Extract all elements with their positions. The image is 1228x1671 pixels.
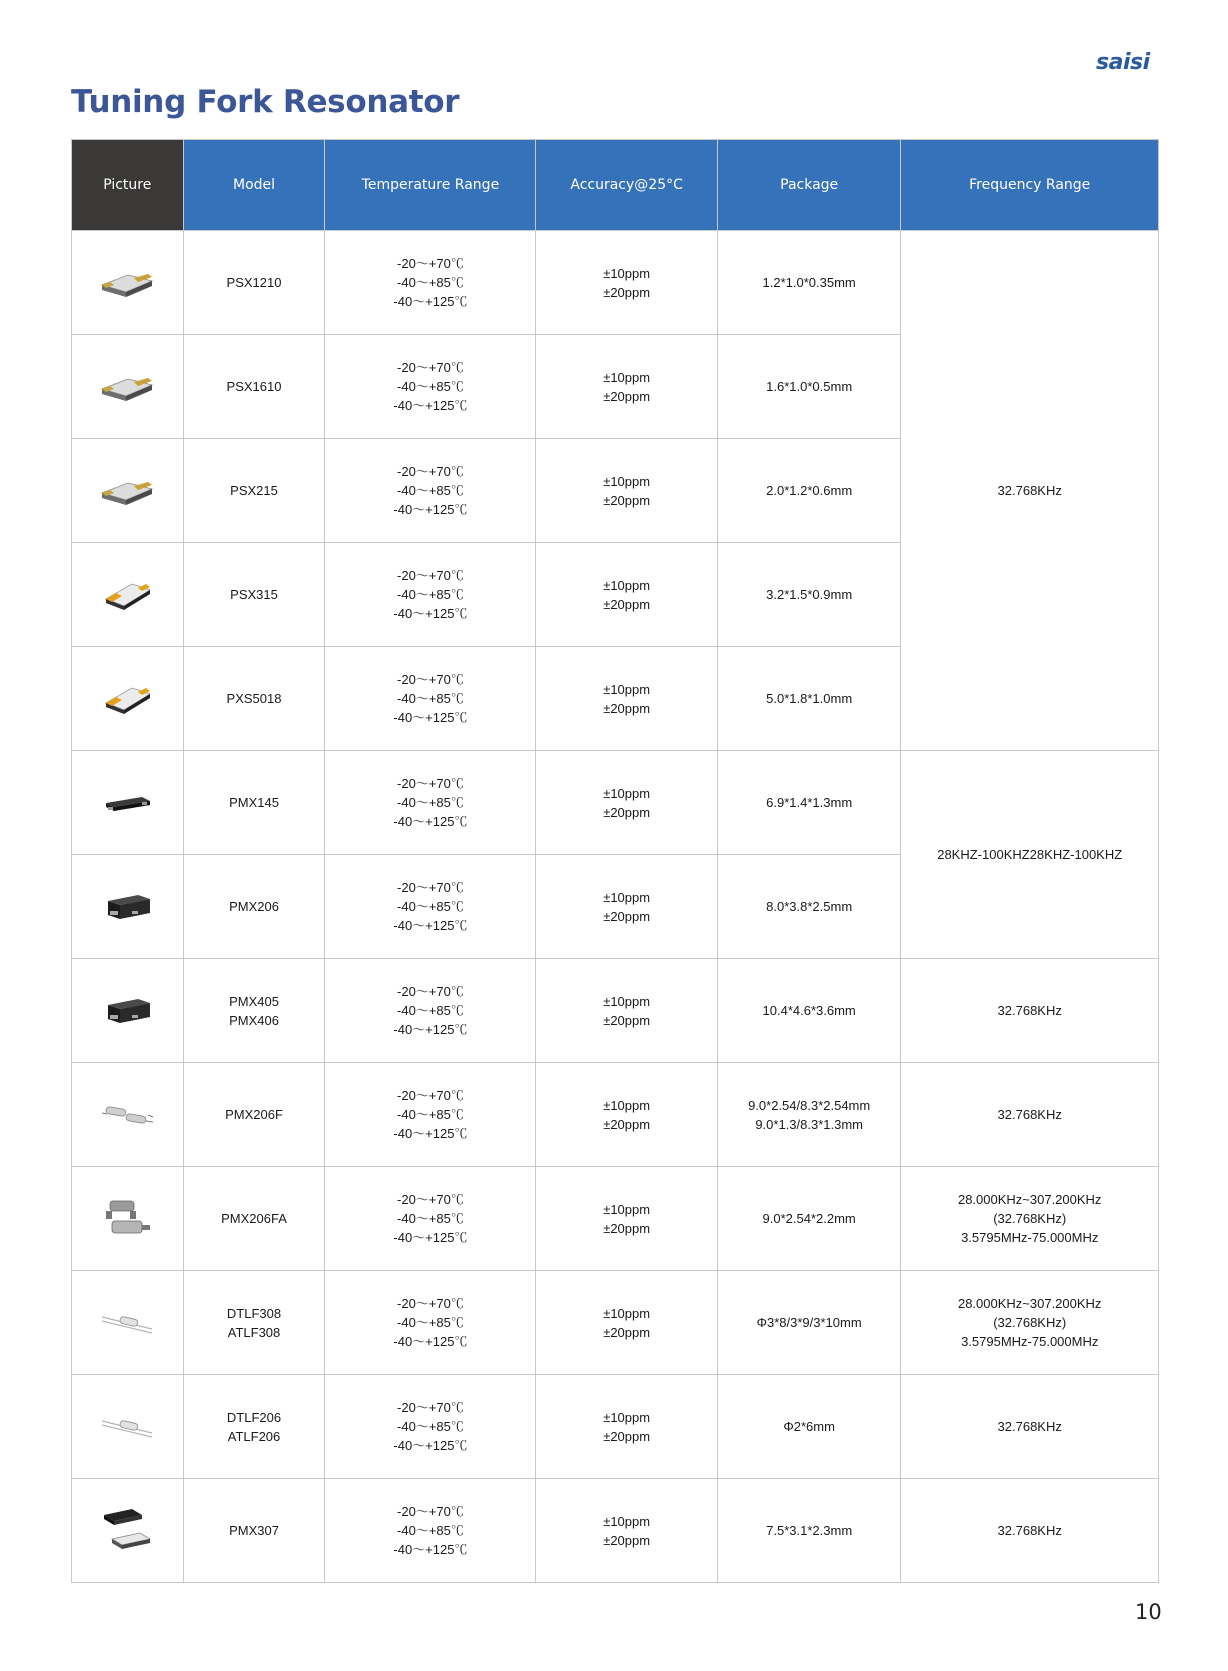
package-line: 9.0*1.3/8.3*1.3mm bbox=[755, 1116, 863, 1132]
model-cell bbox=[183, 543, 325, 647]
temperature-range-cell bbox=[325, 543, 536, 647]
model-line: PSX1610 bbox=[226, 379, 282, 394]
metal-crystal-pair-icon bbox=[72, 1505, 183, 1557]
product-picture-cell bbox=[72, 1375, 184, 1479]
smd-crystal-flat-icon bbox=[72, 575, 183, 615]
package-cell bbox=[717, 439, 901, 543]
temperature-line: -40～+85℃ bbox=[397, 795, 464, 810]
smd-crystal-small-icon bbox=[72, 367, 183, 407]
model-line: DTLF308 bbox=[226, 1305, 282, 1321]
product-picture-cell bbox=[72, 1271, 184, 1375]
frequency-range-cell bbox=[901, 1479, 1159, 1583]
model-cell bbox=[183, 1167, 325, 1271]
cylinder-crystal-clip-icon bbox=[72, 1195, 183, 1243]
frequency-range-cell bbox=[901, 1167, 1159, 1271]
accuracy-cell bbox=[536, 959, 718, 1063]
temperature-line: -20～+70℃ bbox=[397, 256, 464, 271]
cylinder-crystal-lead-icon bbox=[72, 1095, 183, 1135]
temperature-range-cell bbox=[325, 1063, 536, 1167]
temperature-range-cell bbox=[325, 1271, 536, 1375]
temperature-line: -40～+125℃ bbox=[393, 710, 468, 725]
temperature-range-cell bbox=[325, 231, 536, 335]
package-line: 6.9*1.4*1.3mm bbox=[766, 795, 853, 810]
temperature-line: -20～+70℃ bbox=[397, 1088, 464, 1103]
temperature-line: -20～+70℃ bbox=[397, 464, 464, 479]
model-line: PMX145 bbox=[229, 795, 279, 810]
temperature-line: -20～+70℃ bbox=[397, 776, 464, 791]
model-line: PMX206 bbox=[229, 899, 279, 914]
model-line: ATLF206 bbox=[227, 1428, 281, 1444]
package-cell bbox=[717, 1271, 901, 1375]
accuracy-cell bbox=[536, 1375, 718, 1479]
accuracy-line: ±10ppm bbox=[603, 473, 651, 489]
model-cell bbox=[183, 1375, 325, 1479]
frequency-line: 32.768KHz bbox=[997, 1419, 1062, 1434]
model-cell bbox=[183, 231, 325, 335]
model-cell bbox=[183, 1271, 325, 1375]
temperature-line: -40～+125℃ bbox=[393, 502, 468, 517]
package-line: 3.2*1.5*0.9mm bbox=[766, 587, 853, 602]
table-row bbox=[72, 1063, 1159, 1167]
model-cell bbox=[183, 959, 325, 1063]
page-title: Tuning Fork Resonator bbox=[71, 84, 460, 120]
package-cell bbox=[717, 855, 901, 959]
temperature-line: -20～+70℃ bbox=[397, 1504, 464, 1519]
product-picture-cell bbox=[72, 1167, 184, 1271]
accuracy-line: ±20ppm bbox=[603, 1220, 651, 1236]
accuracy-cell bbox=[536, 335, 718, 439]
temperature-line: -40～+125℃ bbox=[393, 1542, 468, 1557]
accuracy-cell bbox=[536, 1479, 718, 1583]
package-cell bbox=[717, 1063, 901, 1167]
table-header bbox=[72, 140, 1159, 231]
model-cell bbox=[183, 1063, 325, 1167]
temperature-line: -40～+125℃ bbox=[393, 1334, 468, 1349]
frequency-line: (32.768KHz) bbox=[993, 1315, 1067, 1330]
accuracy-line: ±20ppm bbox=[603, 596, 651, 612]
accuracy-cell bbox=[536, 855, 718, 959]
product-table bbox=[71, 139, 1159, 1583]
frequency-line: 28.000KHz~307.200KHz bbox=[957, 1296, 1102, 1311]
temperature-line: -40～+85℃ bbox=[397, 1107, 464, 1122]
temperature-range-cell bbox=[325, 1375, 536, 1479]
accuracy-line: ±10ppm bbox=[603, 265, 651, 281]
frequency-line: 32.768KHz bbox=[997, 483, 1062, 498]
model-cell bbox=[183, 439, 325, 543]
temperature-range-cell bbox=[325, 1479, 536, 1583]
temperature-line: -40～+85℃ bbox=[397, 1419, 464, 1434]
temperature-line: -40～+85℃ bbox=[397, 379, 464, 394]
accuracy-line: ±10ppm bbox=[603, 681, 651, 697]
model-cell bbox=[183, 647, 325, 751]
table-row bbox=[72, 231, 1159, 335]
package-line: 1.2*1.0*0.35mm bbox=[762, 275, 856, 290]
table-row bbox=[72, 959, 1159, 1063]
package-cell bbox=[717, 1479, 901, 1583]
package-cell bbox=[717, 647, 901, 751]
temperature-line: -40～+125℃ bbox=[393, 294, 468, 309]
package-line: 10.4*4.6*3.6mm bbox=[762, 1003, 856, 1018]
model-cell bbox=[183, 855, 325, 959]
temperature-line: -40～+85℃ bbox=[397, 691, 464, 706]
temperature-range-cell bbox=[325, 647, 536, 751]
temperature-line: -20～+70℃ bbox=[397, 1192, 464, 1207]
accuracy-line: ±20ppm bbox=[603, 1532, 651, 1548]
package-cell bbox=[717, 231, 901, 335]
accuracy-line: ±10ppm bbox=[603, 1409, 651, 1425]
accuracy-line: ±10ppm bbox=[603, 1097, 651, 1113]
accuracy-line: ±20ppm bbox=[603, 492, 651, 508]
header-temperature-range: Temperature Range bbox=[325, 140, 536, 231]
accuracy-line: ±10ppm bbox=[603, 1305, 651, 1321]
temperature-range-cell bbox=[325, 959, 536, 1063]
model-line: ATLF308 bbox=[227, 1324, 281, 1340]
plastic-crystal-slim-icon bbox=[72, 783, 183, 823]
model-line: PSX215 bbox=[230, 483, 278, 498]
accuracy-line: ±10ppm bbox=[603, 577, 651, 593]
model-line: PSX1210 bbox=[226, 275, 282, 290]
header-package: Package bbox=[717, 140, 901, 231]
accuracy-line: ±20ppm bbox=[603, 1324, 651, 1340]
header-picture: Picture bbox=[72, 140, 184, 231]
header-frequency-range: Frequency Range bbox=[901, 140, 1159, 231]
temperature-range-cell bbox=[325, 1167, 536, 1271]
frequency-range-cell bbox=[901, 751, 1159, 959]
product-picture-cell bbox=[72, 647, 184, 751]
package-cell bbox=[717, 335, 901, 439]
frequency-line: 32.768KHz bbox=[997, 1003, 1062, 1018]
temperature-line: -40～+125℃ bbox=[393, 1438, 468, 1453]
frequency-range-cell bbox=[901, 1375, 1159, 1479]
package-line: 7.5*3.1*2.3mm bbox=[766, 1523, 853, 1538]
temperature-line: -40～+85℃ bbox=[397, 1211, 464, 1226]
page-number: 10 bbox=[1135, 1600, 1162, 1624]
model-line: PMX307 bbox=[229, 1523, 279, 1538]
smd-crystal-flat-icon bbox=[72, 679, 183, 719]
product-picture-cell bbox=[72, 1479, 184, 1583]
accuracy-cell bbox=[536, 1167, 718, 1271]
temperature-line: -40～+125℃ bbox=[393, 1126, 468, 1141]
product-picture-cell bbox=[72, 231, 184, 335]
package-line: 8.0*3.8*2.5mm bbox=[766, 899, 853, 914]
frequency-line: 28.000KHz~307.200KHz bbox=[957, 1192, 1102, 1207]
accuracy-line: ±10ppm bbox=[603, 1201, 651, 1217]
smd-crystal-small-icon bbox=[72, 263, 183, 303]
temperature-line: -40～+125℃ bbox=[393, 606, 468, 621]
temperature-range-cell bbox=[325, 439, 536, 543]
table-row bbox=[72, 1375, 1159, 1479]
accuracy-cell bbox=[536, 543, 718, 647]
package-line: 9.0*2.54/8.3*2.54mm bbox=[748, 1097, 871, 1113]
table-row bbox=[72, 751, 1159, 855]
cylinder-crystal-wire-icon bbox=[72, 1407, 183, 1447]
temperature-line: -40～+85℃ bbox=[397, 587, 464, 602]
product-picture-cell bbox=[72, 543, 184, 647]
temperature-range-cell bbox=[325, 751, 536, 855]
package-cell bbox=[717, 1167, 901, 1271]
temperature-line: -40～+125℃ bbox=[393, 918, 468, 933]
temperature-line: -20～+70℃ bbox=[397, 672, 464, 687]
product-picture-cell bbox=[72, 751, 184, 855]
header-accuracy: Accuracy@25°C bbox=[536, 140, 718, 231]
brand-logo: saisi bbox=[1096, 50, 1150, 75]
frequency-range-cell bbox=[901, 959, 1159, 1063]
accuracy-line: ±20ppm bbox=[603, 700, 651, 716]
accuracy-line: ±20ppm bbox=[603, 804, 651, 820]
temperature-line: -20～+70℃ bbox=[397, 984, 464, 999]
temperature-line: -20～+70℃ bbox=[397, 880, 464, 895]
package-cell bbox=[717, 543, 901, 647]
temperature-line: -40～+85℃ bbox=[397, 899, 464, 914]
package-line: 5.0*1.8*1.0mm bbox=[766, 691, 853, 706]
temperature-line: -20～+70℃ bbox=[397, 1296, 464, 1311]
temperature-line: -40～+125℃ bbox=[393, 814, 468, 829]
table-row bbox=[72, 1271, 1159, 1375]
model-line: PMX406 bbox=[229, 1012, 279, 1028]
package-cell bbox=[717, 751, 901, 855]
frequency-line: (32.768KHz) bbox=[993, 1211, 1067, 1226]
temperature-line: -40～+125℃ bbox=[393, 1022, 468, 1037]
temperature-line: -40～+85℃ bbox=[397, 275, 464, 290]
accuracy-cell bbox=[536, 231, 718, 335]
plastic-crystal-block-icon bbox=[72, 887, 183, 927]
frequency-line: 32.768KHz bbox=[997, 1523, 1062, 1538]
table-row bbox=[72, 1167, 1159, 1271]
model-line: PSX315 bbox=[230, 587, 278, 602]
accuracy-cell bbox=[536, 439, 718, 543]
package-line: Φ3*8/3*9/3*10mm bbox=[756, 1315, 862, 1330]
product-picture-cell bbox=[72, 1063, 184, 1167]
frequency-line: 32.768KHz bbox=[997, 1107, 1062, 1122]
accuracy-cell bbox=[536, 647, 718, 751]
temperature-line: -20～+70℃ bbox=[397, 568, 464, 583]
temperature-line: -40～+85℃ bbox=[397, 1523, 464, 1538]
accuracy-cell bbox=[536, 1063, 718, 1167]
temperature-line: -20～+70℃ bbox=[397, 1400, 464, 1415]
accuracy-line: ±20ppm bbox=[603, 1116, 651, 1132]
frequency-range-cell bbox=[901, 1063, 1159, 1167]
package-line: 1.6*1.0*0.5mm bbox=[766, 379, 853, 394]
product-picture-cell bbox=[72, 439, 184, 543]
accuracy-line: ±10ppm bbox=[603, 889, 651, 905]
product-picture-cell bbox=[72, 335, 184, 439]
temperature-range-cell bbox=[325, 855, 536, 959]
cylinder-crystal-wire-icon bbox=[72, 1303, 183, 1343]
package-line: 9.0*2.54*2.2mm bbox=[762, 1211, 856, 1226]
accuracy-line: ±20ppm bbox=[603, 1012, 651, 1028]
product-picture-cell bbox=[72, 959, 184, 1063]
temperature-line: -40～+85℃ bbox=[397, 483, 464, 498]
model-line: PMX206F bbox=[225, 1107, 283, 1122]
accuracy-line: ±20ppm bbox=[603, 284, 651, 300]
model-line: PXS5018 bbox=[226, 691, 282, 706]
frequency-range-cell bbox=[901, 231, 1159, 751]
accuracy-line: ±10ppm bbox=[603, 369, 651, 385]
accuracy-line: ±10ppm bbox=[603, 993, 651, 1009]
model-cell bbox=[183, 335, 325, 439]
temperature-line: -40～+85℃ bbox=[397, 1315, 464, 1330]
model-line: DTLF206 bbox=[226, 1409, 282, 1425]
temperature-line: -20～+70℃ bbox=[397, 360, 464, 375]
table-row bbox=[72, 1479, 1159, 1583]
accuracy-cell bbox=[536, 1271, 718, 1375]
model-line: PMX405 bbox=[229, 993, 279, 1009]
model-cell bbox=[183, 1479, 325, 1583]
temperature-line: -40～+125℃ bbox=[393, 398, 468, 413]
package-line: 2.0*1.2*0.6mm bbox=[766, 483, 853, 498]
package-line: Φ2*6mm bbox=[783, 1419, 835, 1434]
accuracy-line: ±10ppm bbox=[603, 785, 651, 801]
header-model: Model bbox=[183, 140, 325, 231]
frequency-line: 3.5795MHz-75.000MHz bbox=[961, 1334, 1099, 1349]
package-cell bbox=[717, 959, 901, 1063]
frequency-line: 28KHZ-100KHZ28KHZ-100KHZ bbox=[937, 847, 1123, 862]
package-cell bbox=[717, 1375, 901, 1479]
accuracy-cell bbox=[536, 751, 718, 855]
accuracy-line: ±20ppm bbox=[603, 1428, 651, 1444]
accuracy-line: ±10ppm bbox=[603, 1513, 651, 1529]
accuracy-line: ±20ppm bbox=[603, 908, 651, 924]
smd-crystal-small-icon bbox=[72, 471, 183, 511]
temperature-line: -40～+85℃ bbox=[397, 1003, 464, 1018]
temperature-line: -40～+125℃ bbox=[393, 1230, 468, 1245]
plastic-crystal-block-icon bbox=[72, 991, 183, 1031]
temperature-range-cell bbox=[325, 335, 536, 439]
model-cell bbox=[183, 751, 325, 855]
product-picture-cell bbox=[72, 855, 184, 959]
frequency-line: 3.5795MHz-75.000MHz bbox=[961, 1230, 1099, 1245]
accuracy-line: ±20ppm bbox=[603, 388, 651, 404]
table-header-row bbox=[72, 140, 1159, 231]
model-line: PMX206FA bbox=[221, 1211, 287, 1226]
frequency-range-cell bbox=[901, 1271, 1159, 1375]
table-body bbox=[72, 231, 1159, 1583]
